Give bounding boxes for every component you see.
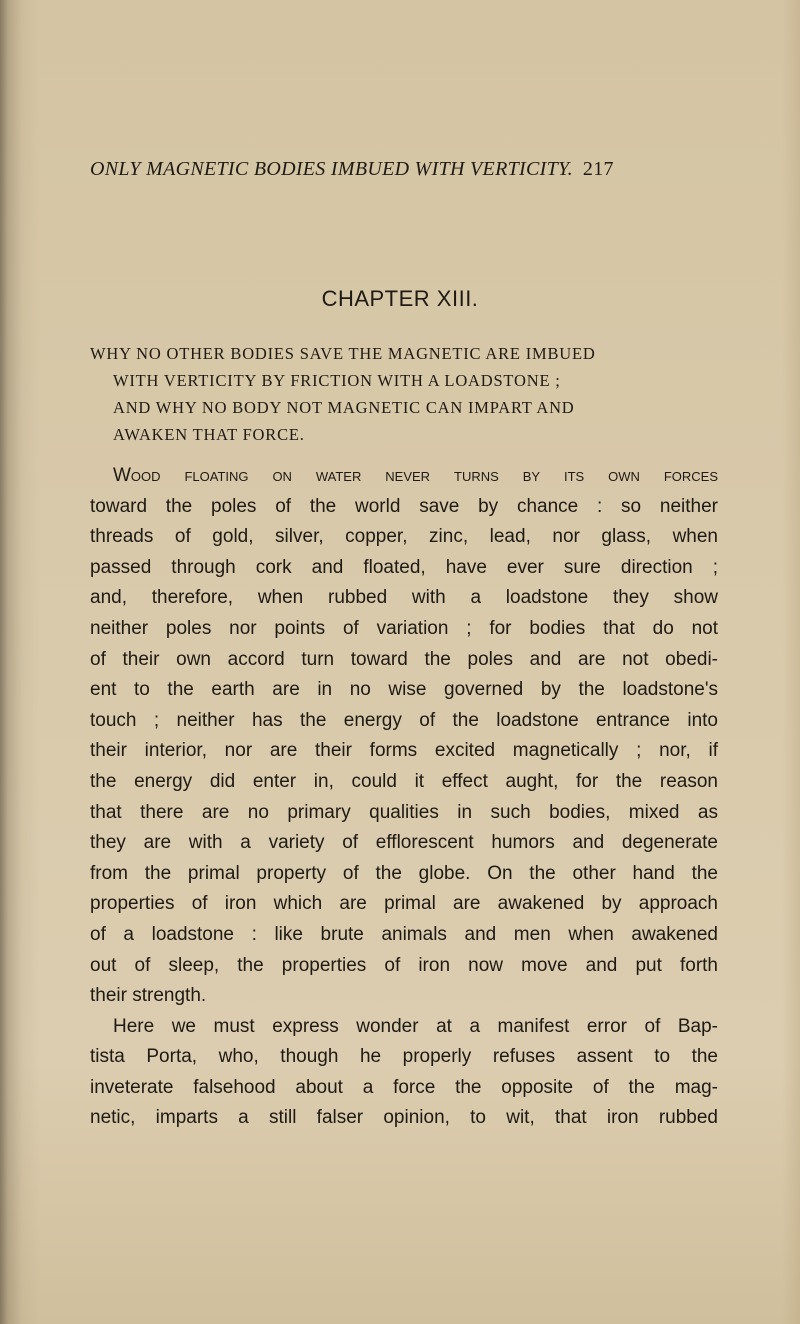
body-line: of a loadstone : like brute animals and men when awakened <box>90 923 718 945</box>
summary-line: AND WHY NO BODY NOT MAGNETIC CAN IMPART AND <box>113 398 575 417</box>
body-line: touch ; neither has the energy of the loadstone entrance into <box>90 709 718 731</box>
chapter-title: CHAPTER XIII. <box>321 286 479 311</box>
body-line: toward the poles of the world save by chance : so neither <box>90 495 718 517</box>
summary-line: AWAKEN THAT FORCE. <box>113 425 305 444</box>
running-head-title: ONLY MAGNETIC BODIES IMBUED WITH VERTICITY. <box>90 158 573 180</box>
body-line: that there are no primary qualities in such bodies, mixed as <box>90 801 718 823</box>
body-line: neither poles nor points of variation ; for bodies that do not <box>90 617 718 639</box>
body-line: properties of iron which are primal are awakened by approach <box>90 893 718 915</box>
summary-line: WHY NO OTHER BODIES SAVE THE MAGNETIC ARE IMBUED <box>90 344 596 363</box>
body-line: they are with a variety of efflorescent humors and degenerate <box>90 832 718 854</box>
chapter-summary <box>90 340 670 448</box>
body-line: ent to the earth are in no wise governed by the loadstone's <box>90 679 718 701</box>
body-line: of their own accord turn toward the poles and are not obedi- <box>90 648 718 670</box>
body-line: their interior, nor are their forms excited magnetically ; nor, if <box>90 740 718 762</box>
body-line: tista Porta, who, though he properly refuses assent to the <box>90 1046 718 1068</box>
running-head <box>90 158 730 181</box>
body-line: threads of gold, silver, copper, zinc, lead, nor glass, when <box>90 526 718 548</box>
body-line: from the primal property of the globe. On the other hand the <box>90 862 718 884</box>
body-text <box>90 461 718 1134</box>
body-line: Wood floating on water never turns by its own forces <box>113 465 718 486</box>
body-line: netic, imparts a still falser opinion, to wit, that iron rubbed <box>90 1107 718 1129</box>
body-line: out of sleep, the properties of iron now move and put forth <box>90 954 718 976</box>
body-line: their strength. <box>90 985 207 1007</box>
body-line: inveterate falsehood about a force the opposite of the mag- <box>90 1076 718 1098</box>
page-number: 217 <box>582 158 614 180</box>
summary-line: WITH VERTICITY BY FRICTION WITH A LOADSTONE ; <box>113 371 561 390</box>
body-line: Here we must express wonder at a manifest error of Bap- <box>113 1015 718 1037</box>
body-line: the energy did enter in, could it effect aught, for the reason <box>90 770 718 792</box>
body-line: and, therefore, when rubbed with a loadstone they show <box>90 587 718 609</box>
body-line: passed through cork and floated, have ever sure direction ; <box>90 556 718 578</box>
